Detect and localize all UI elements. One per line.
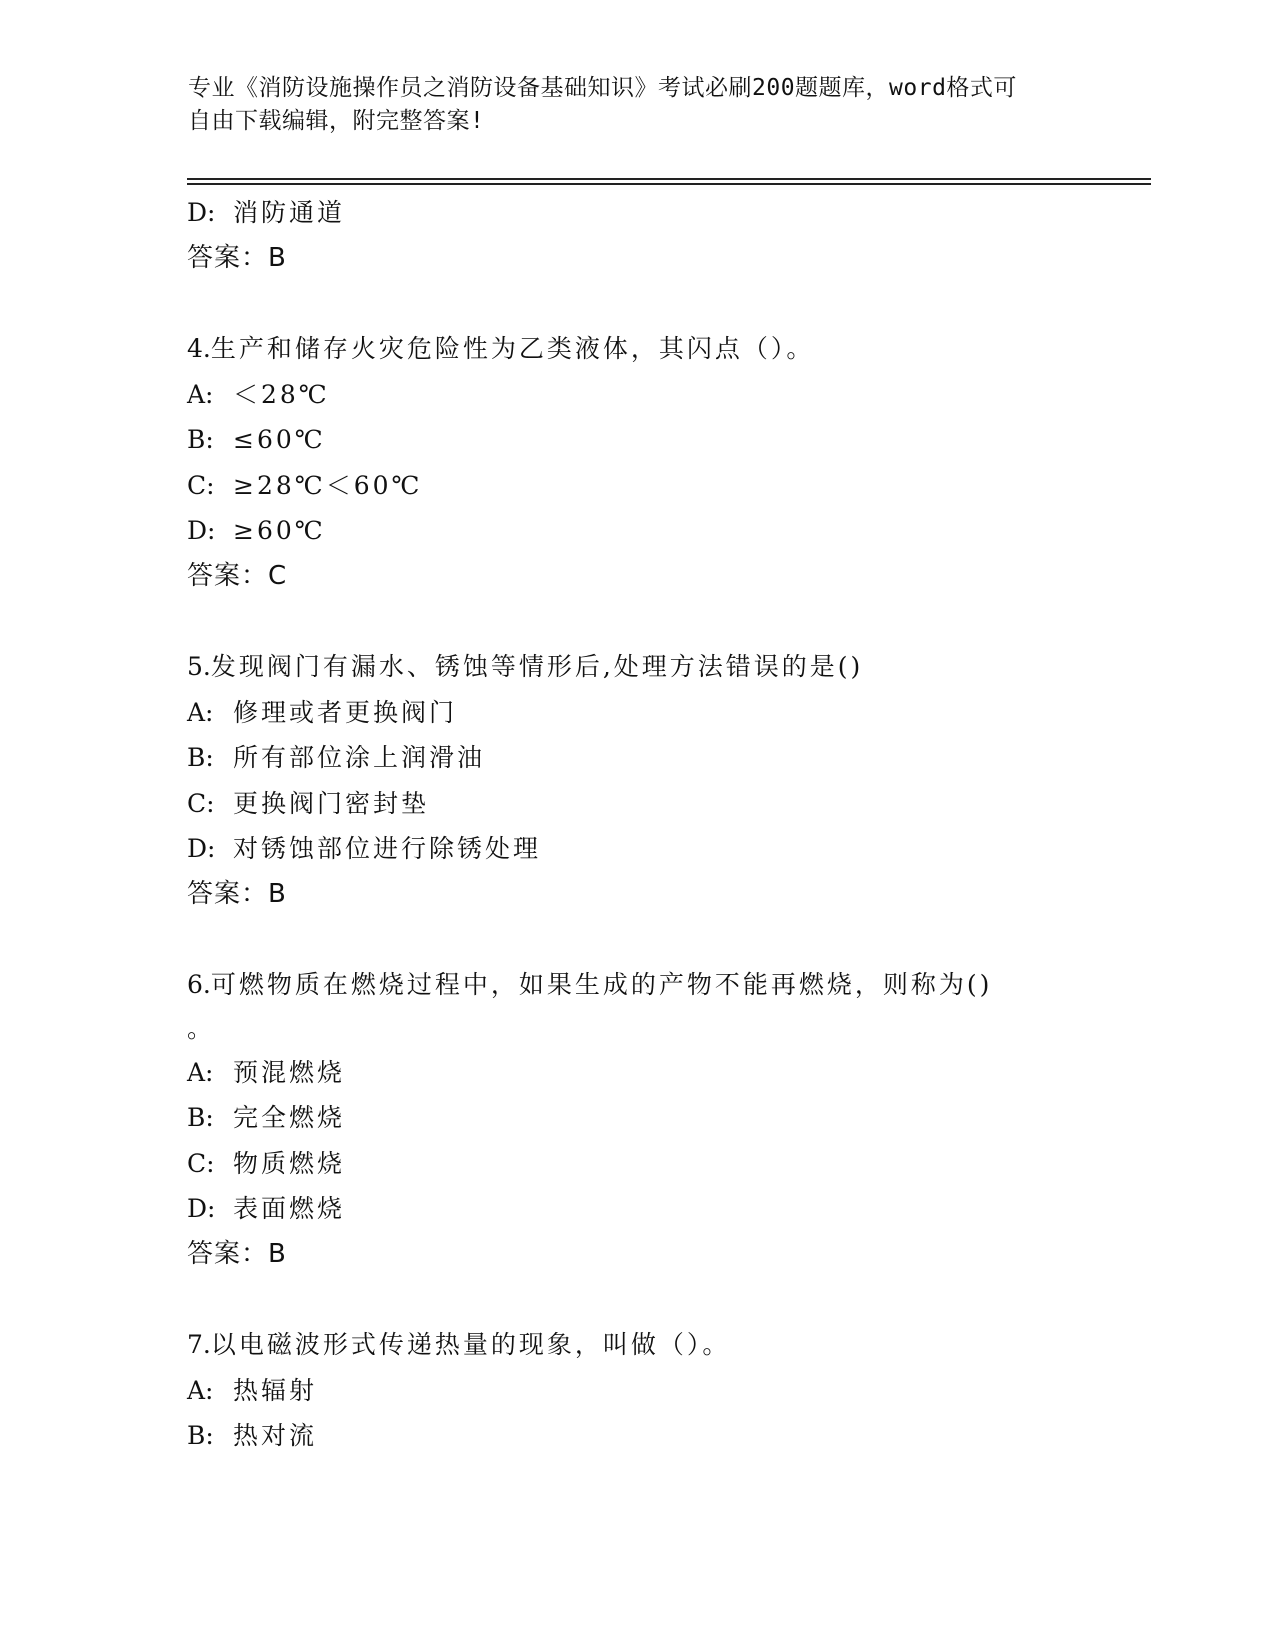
header-rule-top xyxy=(187,178,1151,180)
question-number: 4. xyxy=(187,334,211,363)
option-letter: D: xyxy=(187,516,216,545)
option-line xyxy=(187,190,1087,236)
question-text: 以电磁波形式传递热量的现象，叫做（）。 xyxy=(210,1330,731,1359)
option-text: 消防通道 xyxy=(233,198,346,227)
option-letter: B: xyxy=(187,1103,214,1132)
option-text: ≥60℃ xyxy=(233,516,326,545)
option-line xyxy=(187,463,1087,509)
option-letter: D: xyxy=(187,1194,216,1223)
question-stem xyxy=(187,326,1087,372)
question-stem xyxy=(187,644,1087,690)
option-text: ≥28℃＜60℃ xyxy=(233,470,423,500)
option-letter: D: xyxy=(187,834,216,863)
option-text: 对锈蚀部位进行除锈处理 xyxy=(233,834,542,863)
option-text: ＜28℃ xyxy=(233,379,330,409)
question-text: 可燃物质在燃烧过程中，如果生成的产物不能再燃烧，则称为() xyxy=(210,970,993,999)
option-text: 物质燃烧 xyxy=(233,1148,346,1178)
question-text: 发现阀门有漏水、锈蚀等情形后,处理方法错误的是() xyxy=(210,652,864,681)
option-line xyxy=(187,372,1087,418)
option-text: 表面燃烧 xyxy=(233,1194,346,1223)
option-letter: D: xyxy=(187,198,216,227)
option-letter: C: xyxy=(187,470,215,500)
option-letter: B: xyxy=(187,1421,214,1450)
answer-line: 答案：C xyxy=(187,560,288,591)
option-letter: A: xyxy=(187,1057,214,1087)
option-letter: B: xyxy=(187,743,214,772)
answer-line: 答案：B xyxy=(187,242,287,273)
option-letter: A: xyxy=(187,697,214,727)
option-letter: A: xyxy=(187,1375,214,1405)
question-stem xyxy=(187,1322,1087,1368)
header-line-2: 自由下载编辑，附完整答案! xyxy=(188,108,485,134)
option-line xyxy=(187,1413,1087,1459)
option-text: ≤60℃ xyxy=(233,425,326,454)
option-letter: B: xyxy=(187,425,214,454)
option-letter: C: xyxy=(187,788,215,818)
question-number: 7. xyxy=(187,1330,211,1359)
option-line xyxy=(187,781,1087,827)
option-line xyxy=(187,508,1087,554)
question-text: 生产和储存火灾危险性为乙类液体，其闪点（）。 xyxy=(210,334,815,363)
option-text: 预混燃烧 xyxy=(233,1057,346,1087)
option-text: 完全燃烧 xyxy=(233,1103,346,1132)
answer-line: 答案：B xyxy=(187,1238,287,1269)
option-letter: A: xyxy=(187,379,214,409)
header-line-1: 专业《消防设施操作员之消防设备基础知识》考试必刷200题题库，word格式可 xyxy=(188,75,1017,101)
option-text: 修理或者更换阀门 xyxy=(233,697,458,727)
question-list xyxy=(187,190,1087,1459)
document-header xyxy=(188,72,1088,138)
option-line xyxy=(187,1050,1087,1096)
option-line xyxy=(187,690,1087,736)
answer-line: 答案：B xyxy=(187,878,287,909)
option-line xyxy=(187,826,1087,872)
option-line xyxy=(187,1368,1087,1414)
option-text: 热对流 xyxy=(233,1421,318,1450)
option-line xyxy=(187,1095,1087,1141)
question-number: 6. xyxy=(187,970,211,999)
option-text: 热辐射 xyxy=(233,1375,318,1405)
option-line xyxy=(187,735,1087,781)
option-text: 所有部位涂上润滑油 xyxy=(233,743,486,772)
question-number: 5. xyxy=(187,652,211,681)
question-stem-continuation: 。 xyxy=(187,1013,216,1043)
option-letter: C: xyxy=(187,1148,215,1178)
header-rule-bottom xyxy=(187,183,1151,185)
option-text: 更换阀门密封垫 xyxy=(233,788,430,818)
option-line xyxy=(187,417,1087,463)
option-line xyxy=(187,1186,1087,1232)
option-line xyxy=(187,1141,1087,1187)
question-stem xyxy=(187,962,1087,1008)
